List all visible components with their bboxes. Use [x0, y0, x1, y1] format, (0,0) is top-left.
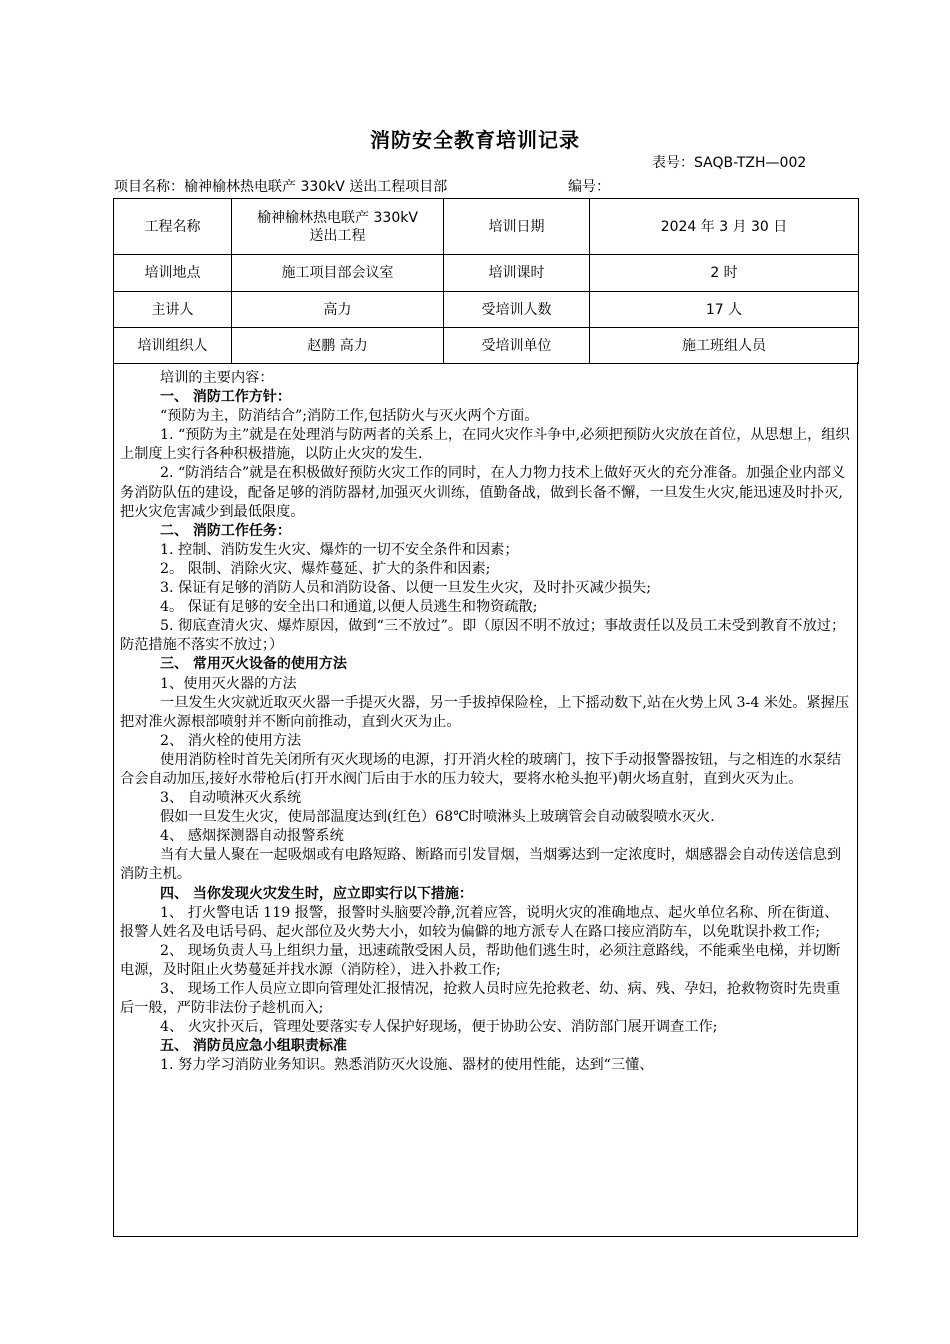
count-value: 17 人 — [590, 292, 859, 328]
section-3-paragraph: 使用消防栓时首先关闭所有灭火现场的电源，打开消火栓的玻璃门，按下手动报警器按钮，与之相连的水泵结合会自动加压,接好水带枪后(打开水阀门后由于水的压力较大，要将水枪头抱平)朝火场直射，直到火灭为止。 — [120, 751, 842, 787]
date-value: 2024 年 3 月 30 日 — [590, 199, 859, 255]
place-label: 培训地点 — [114, 255, 232, 292]
place-value: 施工项目部会议室 — [232, 255, 444, 292]
section-1-paragraph: 2. “防消结合”就是在积极做好预防火灾工作的同时，在人力物力技术上做好灭火的充分准备。加强企业内部义务消防队伍的建设，配备足够的消防器材,加强灭火训练，值勤备战，做到长备不懈，一旦发生火灾,能迅速及时扑灭,把火灾危害减少到最低限度。 — [120, 465, 846, 520]
section-1-paragraph: “预防为主，防消结合”;消防工作,包括防火与灭火两个方面。 — [160, 408, 539, 425]
training-info-table — [113, 198, 859, 364]
section-4-heading: 四、 当你发现火灾发生时，应立即实行以下措施： — [160, 885, 473, 902]
section-1-heading: 一、 消防工作方针： — [160, 389, 291, 406]
page-title: 消防安全教育培训记录 — [370, 128, 580, 152]
section-2-paragraph: 2。 限制、消除火灾、爆炸蔓延、扩大的条件和因素; — [160, 560, 491, 577]
section-3-paragraph: 假如一旦发生火灾，使局部温度达到(红色）68℃时喷淋头上玻璃管会自动破裂喷水灭火. — [160, 809, 715, 826]
section-3-paragraph: 一旦发生火灾就近取灭火器一手提灭火器，另一手拔掉保险栓，上下摇动数下,站在火势上风 3-4 米处。紧握压把对准火源根部喷射并不断向前推动，直到火灭为止。 — [120, 694, 850, 730]
section-2-heading: 二、 消防工作任务： — [160, 522, 291, 539]
section-4-paragraph: 4、 火灾扑灭后，管理处要落实专人保护好现场，便于协助公安、消防部门展开调查工作; — [160, 1019, 718, 1036]
unit-label: 受培训单位 — [444, 328, 590, 364]
hours-label: 培训课时 — [444, 255, 590, 292]
organizer-label: 培训组织人 — [114, 328, 232, 364]
project-name: 项目名称：榆神榆林热电联产 330kV 送出工程项目部 — [114, 179, 448, 195]
section-5-heading: 五、 消防员应急小组职责标准 — [160, 1038, 347, 1055]
count-label: 受培训人数 — [444, 292, 590, 328]
project-label: 工程名称 — [114, 199, 232, 255]
section-3-paragraph: 3、 自动喷淋灭火系统 — [160, 790, 302, 807]
section-2-paragraph: 1. 控制、消防发生火灾、爆炸的一切不安全条件和因素； — [160, 541, 519, 558]
form-number: 表号：SAQB-TZH—002 — [652, 155, 807, 171]
section-4-paragraph: 2、 现场负责人马上组织力量，迅速疏散受困人员，帮助他们逃生时，必须注意路线，不能乘坐电梯，并切断电源，及时阻止火势蔓延并找水源（消防栓），进入扑救工作; — [120, 942, 841, 978]
section-3-heading: 三、 常用灭火设备的使用方法 — [160, 656, 347, 673]
date-label: 培训日期 — [444, 199, 590, 255]
hours-value: 2 时 — [590, 255, 859, 292]
section-1-paragraph: 1. “预防为主”就是在处理消与防两者的关系上，在同火灾作斗争中,必须把预防火灾放在首位，从思想上，组织上制度上实行各种积极措施，以防止火灾的发生. — [120, 427, 850, 463]
project-value-line1: 榆神榆林热电联产 330kV — [257, 209, 418, 226]
content-intro: 培训的主要内容： — [160, 370, 274, 386]
section-2-paragraph: 3. 保证有足够的消防人员和消防设备、以便一旦发生火灾，及时扑灭减少损失; — [160, 580, 652, 597]
section-4-paragraph: 3、 现场工作人员应立即向管理处汇报情况，抢救人员时应先抢救老、幼、病、残、孕妇，抢救物资时先贵重后一般，严防非法份子趁机而入; — [120, 981, 841, 1017]
training-content — [113, 362, 858, 1237]
project-value-line2: 送出工程 — [309, 227, 366, 244]
section-5-paragraph: 1. 努力学习消防业务知识。熟悉消防灭火设施、器材的使用性能，达到“三懂、 — [160, 1057, 654, 1074]
section-2-paragraph: 5. 彻底查清火灾、爆炸原因，做到“三不放过”。即（原因不明不放过；事故责任以及员工未受到教育不放过；防范措施不落实不放过；） — [120, 618, 846, 654]
section-4-paragraph: 1、 打火警电话 119 报警，报警时头脑要冷静,沉着应答，说明火灾的准确地点、起火单位名称、所在街道、报警人姓名及电话号码、起火部位及火势大小，如较为偏僻的地方派专人在路口接应消防车，以免耽误扑救工作; — [120, 904, 839, 940]
project-value — [232, 199, 444, 255]
speaker-label: 主讲人 — [114, 292, 232, 328]
record-number-label: 编号： — [568, 179, 610, 195]
section-3-paragraph: 2、 消火栓的使用方法 — [160, 732, 302, 749]
speaker-value: 高力 — [232, 292, 444, 328]
section-2-paragraph: 4。 保证有足够的安全出口和通道,以便人员逃生和物资疏散; — [160, 599, 538, 616]
unit-value: 施工班组人员 — [590, 328, 859, 364]
section-3-paragraph: 4、 感烟探测器自动报警系统 — [160, 828, 344, 845]
section-3-paragraph: 1、使用灭火器的方法 — [160, 675, 297, 692]
section-3-paragraph: 当有大量人聚在一起吸烟或有电路短路、断路而引发冒烟，当烟雾达到一定浓度时，烟感器会自动传送信息到消防主机。 — [120, 847, 842, 883]
organizer-value: 赵鹏 高力 — [232, 328, 444, 364]
